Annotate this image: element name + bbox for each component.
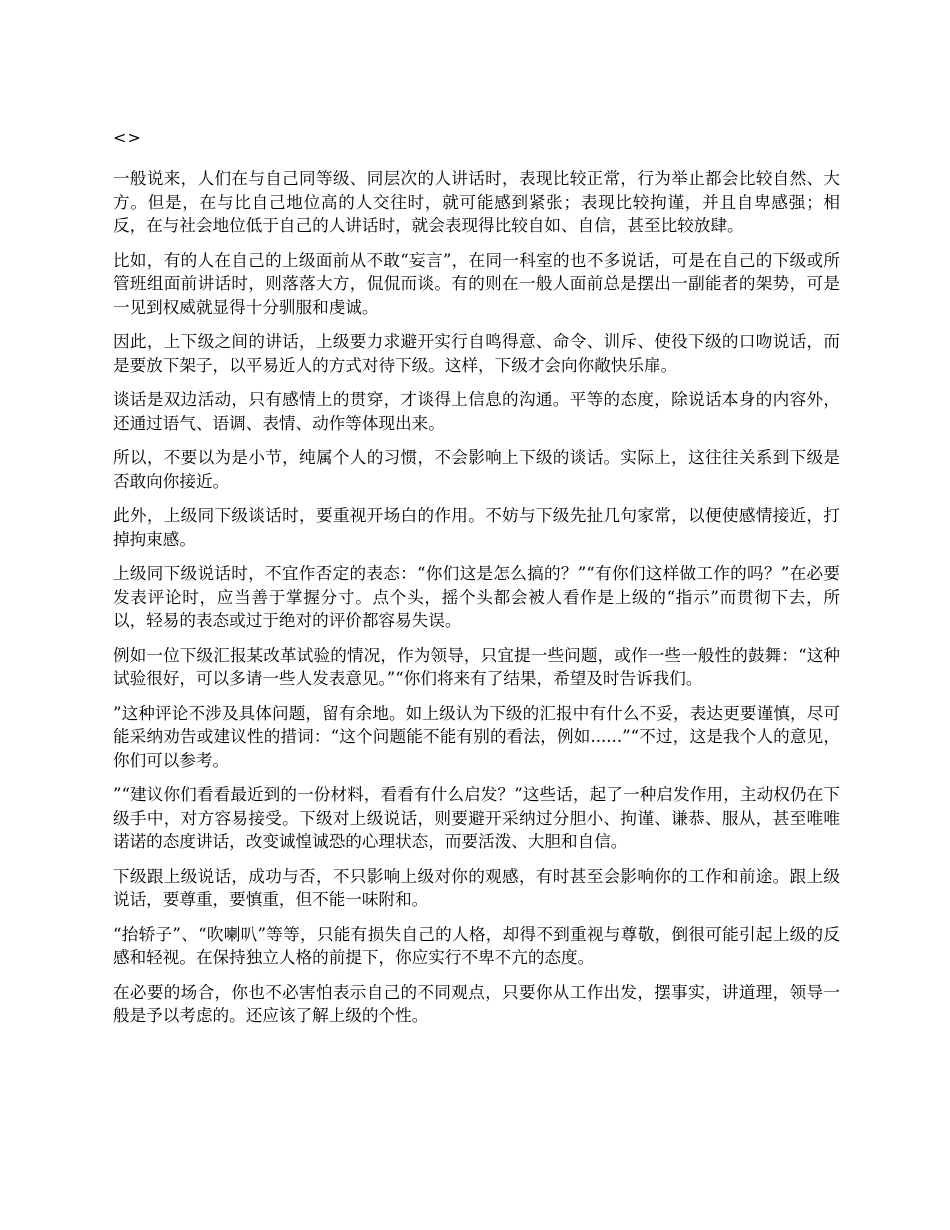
paragraph: 此外，上级同下级谈话时，要重视开场白的作用。不妨与下级先扯几句家常，以便使感情接近，打掉拘束感。 — [113, 506, 840, 549]
paragraph: 一般说来，人们在与自己同等级、同层次的人讲话时，表现比较正常，行为举止都会比较自然、大方。但是，在与比自己地位高的人交往时，就可能感到紧张；表现比较拘谨，并且自卑感强；相反，在与社会地位低于自己的人讲话时，就会表现得比较自如、自信，甚至比较放肆。 — [113, 169, 840, 235]
paragraph: 比如，有的人在自己的上级面前从不敢“妄言”，在同一科室的也不多说话，可是在自己的下级或所管班组面前讲话时，则落落大方，侃侃而谈。有的则在一般人面前总是摆出一副能者的架势，可是一见到权威就显得十分驯服和虔诚。 — [113, 250, 840, 317]
paragraph: 下级跟上级说话，成功与否，不只影响上级对你的观感，有时甚至会影响你的工作和前途。跟上级说话，要尊重，要慎重，但不能一味附和。 — [113, 866, 840, 909]
paragraph: ”“建议你们看看最近到的一份材料，看看有什么启发？”这些话，起了一种启发作用，主动权仍在下级手中，对方容易接受。下级对上级说话，则要避开采纳过分胆小、拘谨、谦恭、服从，甚至唯唯诺诺的态度讲话，改变诚惶诚恐的心理状态，而要活泼、大胆和自信。 — [113, 785, 840, 851]
paragraph: 例如一位下级汇报某改革试验的情况，作为领导，只宜提一些问题，或作一些一般性的鼓舞：“这种试验很好，可以多请一些人发表意见。”“你们将来有了结果，希望及时告诉我们。 — [113, 645, 840, 688]
paragraph: “抬轿子”、“吹喇叭”等等，只能有损失自己的人格，却得不到重视与尊敬，倒很可能引起上级的反感和轻视。在保持独立人格的前提下，你应实行不卑不亢的态度。 — [113, 924, 840, 967]
document-heading: <> — [113, 128, 142, 147]
paragraph: 谈话是双边活动，只有感情上的贯穿，才谈得上信息的沟通。平等的态度，除说话本身的内容外，还通过语气、语调、表情、动作等体现出来。 — [113, 390, 840, 433]
document-page — [113, 127, 840, 1039]
paragraph: 因此，上下级之间的讲话，上级要力求避开实行自鸣得意、命令、训斥、使役下级的口吻说话，而是要放下架子，以平易近人的方式对待下级。这样，下级才会向你敞快乐扉。 — [113, 332, 840, 375]
paragraph: ”这种评论不涉及具体问题，留有余地。如上级认为下级的汇报中有什么不妥，表达更要谨慎，尽可能采纳劝告或建议性的措词：“这个问题能不能有别的看法，例如......”“不过，这是我个人的意见，你们可以参考。 — [113, 703, 840, 770]
paragraph: 所以，不要以为是小节，纯属个人的习惯，不会影响上下级的谈话。实际上，这往往关系到下级是否敢向你接近。 — [113, 448, 840, 491]
paragraph: 在必要的场合，你也不必害怕表示自己的不同观点，只要你从工作出发，摆事实，讲道理，领导一般是予以考虑的。还应该了解上级的个性。 — [113, 982, 840, 1025]
paragraph: 上级同下级说话时，不宜作否定的表态：“你们这是怎么搞的？”“有你们这样做工作的吗？”在必要发表评论时，应当善于掌握分寸。点个头，摇个头都会被人看作是上级的“指示”而贯彻下去，所以，轻易的表态或过于绝对的评价都容易失误。 — [113, 564, 840, 630]
